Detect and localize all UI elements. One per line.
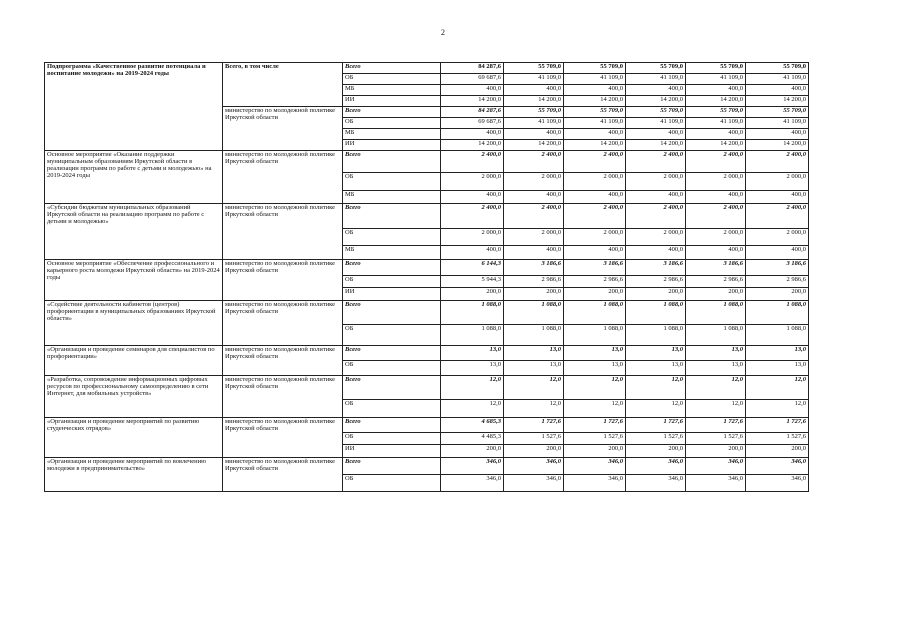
amount-cell: 346,0 (686, 475, 746, 492)
amount-cell: 41 109,0 (564, 118, 626, 129)
amount-cell: 2 986,6 (504, 276, 564, 288)
table-row (45, 458, 809, 475)
amount-cell: 200,0 (504, 288, 564, 301)
activity-name-cell: «Организация и проведение мероприятий по вовлечению молодежи в предпринимательство» (45, 458, 223, 492)
executor-cell: министерство по молодежной политике Иркутской области (223, 301, 343, 346)
amount-cell: 41 109,0 (564, 74, 626, 85)
amount-cell: 12,0 (564, 400, 626, 418)
table-row (45, 301, 809, 325)
amount-cell: 400,0 (746, 191, 809, 204)
amount-cell: 346,0 (564, 475, 626, 492)
amount-cell: 2 400,0 (564, 204, 626, 229)
funding-source-cell: МБ (343, 85, 441, 96)
amount-cell: 1 088,0 (564, 301, 626, 325)
funding-source-cell: Всего (343, 107, 441, 118)
amount-cell: 346,0 (626, 475, 686, 492)
amount-cell: 3 186,6 (746, 260, 809, 276)
budget-table (44, 62, 809, 492)
amount-cell: 13,0 (686, 346, 746, 361)
amount-cell: 1 088,0 (746, 301, 809, 325)
amount-cell: 3 186,6 (626, 260, 686, 276)
amount-cell: 55 709,0 (564, 107, 626, 118)
amount-cell: 400,0 (746, 85, 809, 96)
amount-cell: 14 200,0 (504, 96, 564, 107)
amount-cell: 1 727,6 (626, 418, 686, 433)
table-row (45, 151, 809, 173)
amount-cell: 346,0 (441, 475, 504, 492)
amount-cell: 12,0 (626, 400, 686, 418)
amount-cell: 2 400,0 (564, 151, 626, 173)
funding-source-cell: Всего (343, 376, 441, 400)
amount-cell: 400,0 (626, 85, 686, 96)
amount-cell: 12,0 (626, 376, 686, 400)
amount-cell: 400,0 (441, 85, 504, 96)
amount-cell: 13,0 (564, 361, 626, 376)
amount-cell: 2 000,0 (686, 229, 746, 246)
amount-cell: 2 400,0 (626, 204, 686, 229)
amount-cell: 200,0 (504, 445, 564, 458)
amount-cell: 400,0 (564, 129, 626, 140)
amount-cell: 400,0 (626, 191, 686, 204)
amount-cell: 1 088,0 (686, 325, 746, 346)
funding-source-cell: ИИ (343, 445, 441, 458)
funding-source-cell: ОБ (343, 361, 441, 376)
activity-name-cell: «Содействие деятельности кабинетов (центров) профориентации в муниципальных образованиях Иркутской области» (45, 301, 223, 346)
amount-cell: 2 000,0 (746, 229, 809, 246)
amount-cell: 14 200,0 (746, 96, 809, 107)
executor-cell: министерство по молодежной политике Иркутской области (223, 376, 343, 418)
amount-cell: 14 200,0 (626, 140, 686, 151)
funding-source-cell: Всего (343, 458, 441, 475)
amount-cell: 400,0 (626, 129, 686, 140)
amount-cell: 3 186,6 (686, 260, 746, 276)
amount-cell: 2 400,0 (746, 151, 809, 173)
amount-cell: 13,0 (504, 346, 564, 361)
amount-cell: 400,0 (686, 85, 746, 96)
amount-cell: 1 088,0 (746, 325, 809, 346)
page-number: 2 (441, 28, 445, 37)
amount-cell: 346,0 (686, 458, 746, 475)
amount-cell: 1 527,6 (626, 433, 686, 445)
amount-cell: 400,0 (686, 246, 746, 260)
amount-cell: 1 088,0 (626, 325, 686, 346)
amount-cell: 200,0 (626, 288, 686, 301)
amount-cell: 2 000,0 (626, 173, 686, 191)
funding-source-cell: ОБ (343, 118, 441, 129)
amount-cell: 200,0 (441, 288, 504, 301)
amount-cell: 1 088,0 (686, 301, 746, 325)
amount-cell: 200,0 (686, 288, 746, 301)
executor-cell: министерство по молодежной политике Иркутской области (223, 260, 343, 301)
funding-source-cell: Всего (343, 260, 441, 276)
amount-cell: 2 400,0 (626, 151, 686, 173)
funding-source-cell: Всего (343, 418, 441, 433)
amount-cell: 14 200,0 (626, 96, 686, 107)
amount-cell: 200,0 (626, 445, 686, 458)
amount-cell: 84 287,6 (441, 107, 504, 118)
amount-cell: 55 709,0 (626, 63, 686, 74)
amount-cell: 400,0 (626, 246, 686, 260)
funding-source-cell: ОБ (343, 74, 441, 85)
amount-cell: 200,0 (441, 445, 504, 458)
amount-cell: 400,0 (441, 129, 504, 140)
table-row (45, 204, 809, 229)
amount-cell: 2 000,0 (504, 229, 564, 246)
amount-cell: 2 400,0 (504, 204, 564, 229)
executor-cell: министерство по молодежной политике Иркутской области (223, 346, 343, 376)
amount-cell: 1 088,0 (441, 325, 504, 346)
amount-cell: 84 287,6 (441, 63, 504, 74)
amount-cell: 69 687,6 (441, 118, 504, 129)
amount-cell: 1 088,0 (441, 301, 504, 325)
amount-cell: 13,0 (746, 361, 809, 376)
activity-name-cell: «Организация и проведение семинаров для специалистов по профориентации» (45, 346, 223, 376)
amount-cell: 13,0 (626, 361, 686, 376)
amount-cell: 55 709,0 (686, 107, 746, 118)
funding-source-cell: ИИ (343, 140, 441, 151)
amount-cell: 1 088,0 (626, 301, 686, 325)
amount-cell: 13,0 (686, 361, 746, 376)
amount-cell: 1 727,6 (686, 418, 746, 433)
amount-cell: 13,0 (504, 361, 564, 376)
executor-cell: Всего, в том числе (223, 63, 343, 107)
amount-cell: 41 109,0 (626, 118, 686, 129)
amount-cell: 2 000,0 (626, 229, 686, 246)
amount-cell: 41 109,0 (686, 118, 746, 129)
amount-cell: 12,0 (746, 376, 809, 400)
amount-cell: 12,0 (504, 400, 564, 418)
funding-source-cell: Всего (343, 204, 441, 229)
amount-cell: 55 709,0 (504, 107, 564, 118)
amount-cell: 400,0 (564, 246, 626, 260)
amount-cell: 1 727,6 (564, 418, 626, 433)
amount-cell: 2 000,0 (504, 173, 564, 191)
amount-cell: 6 144,3 (441, 260, 504, 276)
amount-cell: 346,0 (441, 458, 504, 475)
amount-cell: 200,0 (564, 288, 626, 301)
amount-cell: 346,0 (504, 458, 564, 475)
funding-source-cell: МБ (343, 191, 441, 204)
amount-cell: 2 000,0 (564, 173, 626, 191)
amount-cell: 400,0 (504, 246, 564, 260)
amount-cell: 400,0 (504, 85, 564, 96)
executor-cell: министерство по молодежной политике Иркутской области (223, 458, 343, 492)
funding-source-cell: МБ (343, 246, 441, 260)
amount-cell: 69 687,6 (441, 74, 504, 85)
amount-cell: 200,0 (746, 445, 809, 458)
amount-cell: 2 400,0 (441, 151, 504, 173)
funding-source-cell: ОБ (343, 276, 441, 288)
amount-cell: 4 485,3 (441, 433, 504, 445)
amount-cell: 12,0 (564, 376, 626, 400)
amount-cell: 41 109,0 (746, 74, 809, 85)
amount-cell: 12,0 (746, 400, 809, 418)
amount-cell: 55 709,0 (746, 107, 809, 118)
table-row (45, 260, 809, 276)
funding-source-cell: ОБ (343, 433, 441, 445)
activity-name-cell: «Разработка, сопровождение информационных цифровых ресурсов по профессиональному самоопределению в сети Интернет, для мобильных устройств» (45, 376, 223, 418)
activity-name-cell: «Субсидии бюджетам муниципальных образований Иркутской области на реализацию программ по работе с детьми и молодежью» (45, 204, 223, 260)
amount-cell: 41 109,0 (626, 74, 686, 85)
amount-cell: 346,0 (564, 458, 626, 475)
amount-cell: 12,0 (441, 400, 504, 418)
activity-name-cell: Подпрограмма «Качественное развитие потенциала и воспитание молодежи» на 2019-2024 годы (45, 63, 223, 151)
funding-source-cell: ОБ (343, 325, 441, 346)
amount-cell: 400,0 (441, 246, 504, 260)
table-row (45, 418, 809, 433)
amount-cell: 2 400,0 (686, 151, 746, 173)
amount-cell: 13,0 (441, 346, 504, 361)
amount-cell: 41 109,0 (504, 74, 564, 85)
amount-cell: 346,0 (504, 475, 564, 492)
amount-cell: 400,0 (441, 191, 504, 204)
amount-cell: 13,0 (746, 346, 809, 361)
amount-cell: 2 400,0 (441, 204, 504, 229)
amount-cell: 400,0 (686, 129, 746, 140)
amount-cell: 200,0 (686, 445, 746, 458)
amount-cell: 5 944,3 (441, 276, 504, 288)
activity-name-cell: «Организация и проведение мероприятий по развитию студенческих отрядов» (45, 418, 223, 458)
funding-source-cell: Всего (343, 346, 441, 361)
amount-cell: 12,0 (686, 400, 746, 418)
amount-cell: 41 109,0 (504, 118, 564, 129)
amount-cell: 200,0 (746, 288, 809, 301)
amount-cell: 1 727,6 (746, 418, 809, 433)
amount-cell: 55 709,0 (504, 63, 564, 74)
amount-cell: 1 527,6 (686, 433, 746, 445)
amount-cell: 346,0 (746, 458, 809, 475)
amount-cell: 400,0 (686, 191, 746, 204)
funding-source-cell: Всего (343, 63, 441, 74)
funding-source-cell: Всего (343, 301, 441, 325)
amount-cell: 2 986,6 (746, 276, 809, 288)
amount-cell: 2 400,0 (686, 204, 746, 229)
amount-cell: 400,0 (746, 246, 809, 260)
amount-cell: 1 527,6 (504, 433, 564, 445)
amount-cell: 55 709,0 (746, 63, 809, 74)
activity-name-cell: Основное мероприятие «Обеспечение профессионального и карьерного роста молодежи Иркутской области» на 2019-2024 годы (45, 260, 223, 301)
executor-cell: министерство по молодежной политике Иркутской области (223, 107, 343, 151)
funding-source-cell: ОБ (343, 475, 441, 492)
amount-cell: 14 200,0 (686, 96, 746, 107)
amount-cell: 55 709,0 (564, 63, 626, 74)
amount-cell: 346,0 (746, 475, 809, 492)
amount-cell: 3 186,6 (564, 260, 626, 276)
amount-cell: 400,0 (504, 129, 564, 140)
amount-cell: 200,0 (564, 445, 626, 458)
table-row (45, 376, 809, 400)
amount-cell: 400,0 (746, 129, 809, 140)
amount-cell: 14 200,0 (746, 140, 809, 151)
amount-cell: 2 000,0 (746, 173, 809, 191)
amount-cell: 13,0 (564, 346, 626, 361)
amount-cell: 2 986,6 (626, 276, 686, 288)
amount-cell: 1 088,0 (504, 325, 564, 346)
amount-cell: 1 088,0 (504, 301, 564, 325)
amount-cell: 14 200,0 (564, 96, 626, 107)
amount-cell: 400,0 (504, 191, 564, 204)
executor-cell: министерство по молодежной политике Иркутской области (223, 204, 343, 260)
amount-cell: 1 527,6 (746, 433, 809, 445)
amount-cell: 14 200,0 (441, 96, 504, 107)
amount-cell: 12,0 (504, 376, 564, 400)
amount-cell: 1 527,6 (564, 433, 626, 445)
amount-cell: 12,0 (441, 376, 504, 400)
amount-cell: 2 986,6 (686, 276, 746, 288)
amount-cell: 13,0 (626, 346, 686, 361)
amount-cell: 14 200,0 (504, 140, 564, 151)
amount-cell: 55 709,0 (626, 107, 686, 118)
amount-cell: 3 186,6 (504, 260, 564, 276)
funding-source-cell: ОБ (343, 229, 441, 246)
amount-cell: 400,0 (564, 85, 626, 96)
amount-cell: 12,0 (686, 376, 746, 400)
table-body (45, 63, 809, 492)
amount-cell: 346,0 (626, 458, 686, 475)
amount-cell: 14 200,0 (564, 140, 626, 151)
amount-cell: 2 000,0 (441, 173, 504, 191)
amount-cell: 1 727,6 (504, 418, 564, 433)
funding-source-cell: ИИ (343, 288, 441, 301)
funding-source-cell: ИИ (343, 96, 441, 107)
funding-source-cell: ОБ (343, 400, 441, 418)
amount-cell: 55 709,0 (686, 63, 746, 74)
funding-source-cell: ОБ (343, 173, 441, 191)
executor-cell: министерство по молодежной политике Иркутской области (223, 418, 343, 458)
amount-cell: 2 000,0 (686, 173, 746, 191)
amount-cell: 4 685,3 (441, 418, 504, 433)
activity-name-cell: Основное мероприятие «Оказание поддержки муниципальным образованиям Иркутской области в реализации программ по работе с детьми и молодежью» на 2019-2024 годы (45, 151, 223, 204)
amount-cell: 41 109,0 (686, 74, 746, 85)
funding-source-cell: Всего (343, 151, 441, 173)
amount-cell: 2 400,0 (746, 204, 809, 229)
table-row (45, 63, 809, 74)
executor-cell: министерство по молодежной политике Иркутской области (223, 151, 343, 204)
amount-cell: 2 400,0 (504, 151, 564, 173)
amount-cell: 14 200,0 (441, 140, 504, 151)
amount-cell: 14 200,0 (686, 140, 746, 151)
amount-cell: 2 000,0 (441, 229, 504, 246)
amount-cell: 1 088,0 (564, 325, 626, 346)
amount-cell: 41 109,0 (746, 118, 809, 129)
table-row (45, 346, 809, 361)
amount-cell: 13,0 (441, 361, 504, 376)
funding-source-cell: МБ (343, 129, 441, 140)
amount-cell: 2 000,0 (564, 229, 626, 246)
amount-cell: 2 986,6 (564, 276, 626, 288)
amount-cell: 400,0 (564, 191, 626, 204)
